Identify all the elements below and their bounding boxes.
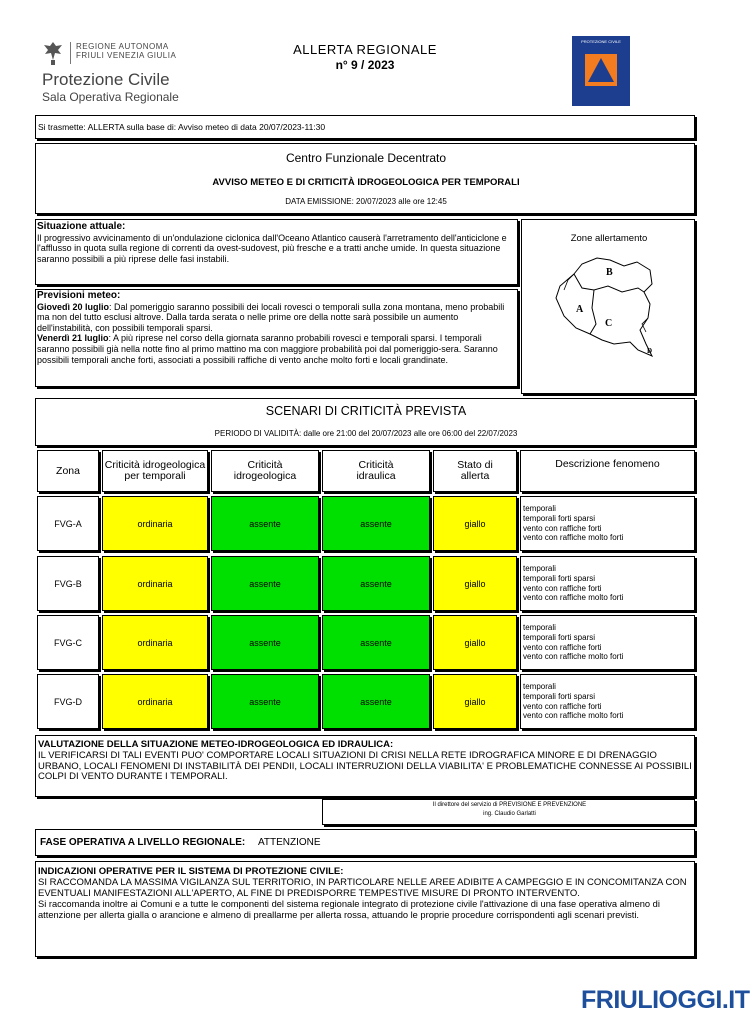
- col-header-crit-idraulica: Criticità idraulica: [322, 450, 430, 492]
- situation-heading: Situazione attuale:: [37, 221, 126, 232]
- indications-text2: Si raccomanda inoltre ai Comuni e a tutte le componenti del sistema regionale integrato di protezione civile l'attivazione di una fase operativa almeno di attenzione per allerta gialla o arancione e almeno di preallarme per allerta rossa, attuando le proprie procedure corrispondenti agli scenari previsti.: [38, 899, 660, 921]
- badge-text: PROTEZIONE CIVILE: [581, 39, 621, 44]
- row-a-stato: giallo: [433, 496, 517, 551]
- logo-line1: REGIONE AUTONOMA: [76, 42, 169, 51]
- indications-heading: INDICAZIONI OPERATIVE PER IL SISTEMA DI PROTEZIONE CIVILE:: [38, 866, 344, 877]
- row-d-descr: [520, 674, 695, 729]
- situation-box: [35, 219, 518, 285]
- descr-item: vento con raffiche forti: [523, 523, 602, 533]
- descr-item: vento con raffiche molto forti: [523, 533, 624, 543]
- phase-label: FASE OPERATIVA A LIVELLO REGIONALE:: [40, 837, 246, 848]
- descr-item: temporali forti sparsi: [523, 513, 596, 523]
- row-a-crit-idraulica: assente: [322, 496, 430, 551]
- col-header-descr: Descrizione fenomeno: [520, 450, 695, 492]
- descr-item: temporali forti sparsi: [523, 691, 596, 701]
- scenarios-validity: PERIODO DI VALIDITÀ: dalle ore 21:00 del 20/07/2023 alle ore 06:00 del 22/07/2023: [214, 429, 518, 438]
- row-a-crit-temp: ordinaria: [102, 496, 208, 551]
- evaluation-heading: VALUTAZIONE DELLA SITUAZIONE METEO-IDROGEOLOGICA ED IDRAULICA:: [38, 739, 394, 750]
- transmission-box: [35, 115, 695, 139]
- row-d-crit-idraulica: assente: [322, 674, 430, 729]
- map-zone-b: B: [606, 267, 613, 278]
- forecast-day1-label: Giovedì 20 luglio: [37, 301, 110, 312]
- forecast-day2-text: : A più riprese nel corso della giornata saranno probabili rovesci e temporali sparsi. I temporali saranno possibili già nella notte fino al primo mattino ma con maggiore probabilità poi dal pomeriggio-sera. Saranno possibili temporali anche forti, associati a possibili raffiche di vento anche molto forti e locali grandinate.: [37, 333, 498, 365]
- forecast-day2-label: Venerdì 21 luglio: [37, 333, 109, 344]
- phase-box: [35, 829, 695, 856]
- map-title: Zone allertamento: [570, 233, 648, 244]
- row-b-descr: [520, 556, 695, 611]
- row-b-crit-idraulica: assente: [322, 556, 430, 611]
- row-d-crit-idrogeo: assente: [211, 674, 319, 729]
- row-c-crit-idraulica: assente: [322, 615, 430, 670]
- descr-item: temporali forti sparsi: [523, 632, 596, 642]
- logo-subtitle: Sala Operativa Regionale: [42, 90, 179, 104]
- watermark-part2: OGGI.IT: [658, 986, 750, 1014]
- situation-text: Il progressivo avvicinamento di un'ondulazione ciclonica dall'Oceano Atlantico causerà l'arretramento dell'anticiclone e l'afflusso in quota sulla regione di correnti da ovest-sudovest, più fresche e a tratti anche umide. In questa situazione saranno possibili a più riprese delle fasi instabili.: [37, 232, 507, 264]
- col-header-crit-temp: Criticità idrogeologica per temporali: [102, 450, 208, 492]
- indications-box: [35, 861, 695, 957]
- col-header-crit-idrogeo: Criticità idrogeologica: [211, 450, 319, 492]
- forecast-day1-text: : Dal pomeriggio saranno possibili dei locali rovesci o temporali sulla zona montana, meno probabili ma non del tutto esclusi altrove. Dalla tarda serata o nelle prime ore della notte sarà possibile un aumento dell'instabilità, con possibili temporali sparsi.: [37, 301, 505, 333]
- center-box: [35, 143, 695, 214]
- eagle-emblem-icon: [42, 40, 64, 66]
- col-header-zone: Zona: [37, 450, 99, 492]
- descr-item: vento con raffiche molto forti: [523, 593, 624, 603]
- map-zone-a: A: [576, 304, 584, 315]
- row-b-zone: FVG-B: [37, 556, 99, 611]
- civil-protection-badge: [572, 36, 630, 106]
- row-a-crit-idrogeo: assente: [211, 496, 319, 551]
- row-c-stato: giallo: [433, 615, 517, 670]
- descr-item: temporali: [523, 504, 556, 514]
- alert-title: ALLERTA REGIONALE: [293, 42, 437, 57]
- row-a-zone: FVG-A: [37, 496, 99, 551]
- alert-number: n° 9 / 2023: [335, 58, 395, 72]
- phase-value: ATTENZIONE: [257, 837, 321, 848]
- row-a-descr: [520, 496, 695, 551]
- scenarios-box: [35, 398, 695, 446]
- signature-box: [322, 799, 695, 825]
- signature-line1: Il direttore del servizio di PREVISIONE E PREVENZIONE: [432, 802, 587, 808]
- emission-date: DATA EMISSIONE: 20/07/2023 alle ore 12:45: [285, 197, 447, 206]
- row-c-crit-idrogeo: assente: [211, 615, 319, 670]
- evaluation-box: [35, 735, 695, 797]
- descr-item: temporali: [523, 564, 556, 574]
- transmission-text: Si trasmette: ALLERTA sulla base di: Avviso meteo di data 20/07/2023-11:30: [38, 122, 326, 132]
- descr-item: vento con raffiche forti: [523, 583, 602, 593]
- descr-item: temporali: [523, 623, 556, 633]
- center-subtitle: AVVISO METEO E DI CRITICITÀ IDROGEOLOGICA PER TEMPORALI: [212, 177, 520, 188]
- map-box: [521, 219, 695, 394]
- region-logo: [40, 38, 185, 110]
- row-b-crit-idrogeo: assente: [211, 556, 319, 611]
- logo-title: Protezione Civile: [42, 70, 170, 89]
- row-c-crit-temp: ordinaria: [102, 615, 208, 670]
- descr-item: vento con raffiche forti: [523, 701, 602, 711]
- evaluation-text: IL VERIFICARSI DI TALI EVENTI PUO' COMPORTARE LOCALI SITUAZIONI DI CRISI NELLA RETE IDROGRAFICA MINORE E DI DRENAGGIO URBANO, LOCALI FENOMENI DI INSTABILITÀ DEI PENDII, LOCALI INTERRUZIONI DELLA VIABILITA' E PROBLEMATICHE CONNESSE AI POSSIBILI COLPI DI VENTO DURANTE I TEMPORALI.: [38, 749, 692, 783]
- center-title: Centro Funzionale Decentrato: [285, 151, 447, 165]
- forecast-heading: Previsioni meteo:: [37, 290, 121, 301]
- row-b-stato: giallo: [433, 556, 517, 611]
- indications-text1: SI RACCOMANDA LA MASSIMA VIGILANZA SUL TERRITORIO, IN PARTICOLARE NELLE AREE ADIBITE A CAMPEGGIO E IN CONCOMITANZA CON EVENTUALI MANIFESTAZIONI ALL'APERTO, AL FINE DI PREDISPORRE TEMPESTIVE MISURE DI PRONTO INTERVENTO.: [38, 876, 687, 899]
- descr-item: temporali: [523, 682, 556, 692]
- signature-line2: ing. Claudio Garlatti: [483, 811, 536, 817]
- descr-item: vento con raffiche molto forti: [523, 652, 624, 662]
- row-d-stato: giallo: [433, 674, 517, 729]
- triangle-icon: [583, 52, 619, 88]
- row-b-crit-temp: ordinaria: [102, 556, 208, 611]
- row-d-zone: FVG-D: [37, 674, 99, 729]
- friulioggi-watermark: [581, 986, 750, 1015]
- logo-line2: FRIULI VENEZIA GIULIA: [76, 51, 177, 60]
- row-c-zone: FVG-C: [37, 615, 99, 670]
- descr-item: vento con raffiche molto forti: [523, 711, 624, 721]
- col-header-stato: Stato di allerta: [433, 450, 517, 492]
- row-c-descr: [520, 615, 695, 670]
- map-zone-d: D: [647, 347, 653, 355]
- row-d-crit-temp: ordinaria: [102, 674, 208, 729]
- scenarios-title: SCENARI DI CRITICITÀ PREVISTA: [265, 404, 467, 418]
- watermark-part1: FRIULI: [581, 986, 659, 1014]
- descr-item: vento con raffiche forti: [523, 642, 602, 652]
- forecast-box: [35, 289, 518, 387]
- map-zone-c: C: [605, 318, 613, 329]
- descr-item: temporali forti sparsi: [523, 573, 596, 583]
